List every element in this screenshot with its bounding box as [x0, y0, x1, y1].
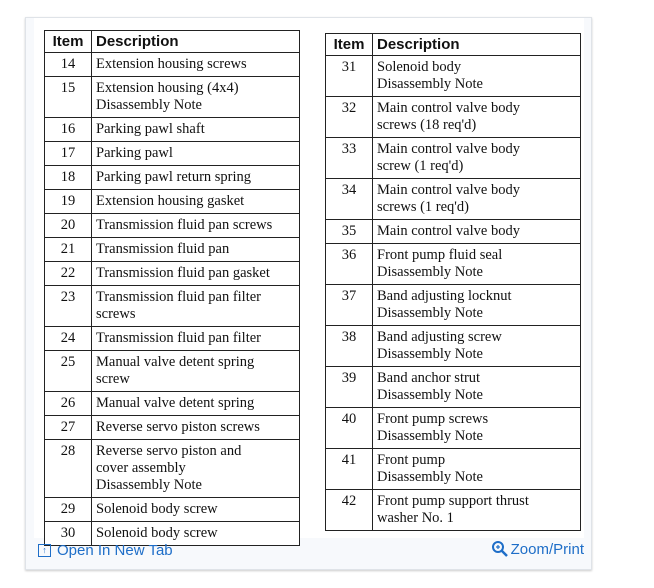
description-line: Band adjusting locknut [377, 288, 512, 304]
table-row [326, 285, 581, 326]
item-number: 27 [45, 416, 92, 440]
table-row [326, 179, 581, 220]
item-description [373, 138, 581, 179]
table-row [326, 408, 581, 449]
item-number: 36 [326, 244, 373, 285]
item-description [92, 498, 300, 522]
table-row [326, 367, 581, 408]
item-number: 42 [326, 490, 373, 531]
parts-table-right [325, 33, 581, 531]
table-row [326, 138, 581, 179]
description-line: Transmission fluid pan gasket [96, 265, 270, 281]
item-description [373, 367, 581, 408]
item-number: 37 [326, 285, 373, 326]
description-line: Extension housing gasket [96, 193, 245, 209]
item-number: 14 [45, 53, 92, 77]
figure-footer [26, 538, 591, 568]
table-row [45, 440, 300, 498]
description-line: Manual valve detent spring [96, 354, 255, 370]
description-line: Transmission fluid pan filter [96, 330, 262, 346]
description-line: Disassembly Note [377, 264, 483, 280]
table-row [45, 166, 300, 190]
description-line: Transmission fluid pan filter [96, 289, 262, 305]
description-line: Band adjusting screw [377, 329, 502, 345]
description-line: Disassembly Note [96, 477, 202, 493]
description-line: Reverse servo piston and [96, 443, 242, 459]
item-number: 21 [45, 238, 92, 262]
item-description [373, 326, 581, 367]
item-description [92, 238, 300, 262]
description-line: screw [96, 371, 130, 387]
description-line: Parking pawl return spring [96, 169, 252, 185]
table-row [45, 351, 300, 392]
item-number: 17 [45, 142, 92, 166]
table-row [45, 416, 300, 440]
item-number: 30 [45, 522, 92, 546]
header-item: Item [45, 31, 92, 53]
table-row [45, 262, 300, 286]
description-line: Parking pawl shaft [96, 121, 205, 137]
header-description: Description [373, 34, 581, 56]
item-description [373, 56, 581, 97]
parts-table-left [44, 30, 300, 546]
item-description [92, 327, 300, 351]
description-line: Disassembly Note [377, 387, 483, 403]
item-number: 18 [45, 166, 92, 190]
table-row [45, 286, 300, 327]
item-description [373, 220, 581, 244]
item-description [92, 392, 300, 416]
open-in-new-tab-link[interactable] [38, 542, 173, 559]
figure-card [25, 17, 592, 570]
header-description: Description [92, 31, 300, 53]
item-description [92, 53, 300, 77]
item-description [373, 490, 581, 531]
parts-table-image [34, 18, 584, 541]
description-line: Band anchor strut [377, 370, 481, 386]
item-number: 33 [326, 138, 373, 179]
table-row [45, 190, 300, 214]
item-description [92, 77, 300, 118]
description-line: Disassembly Note [377, 76, 483, 92]
zoom-print-label: Zoom/Print [510, 540, 584, 558]
description-line: Disassembly Note [377, 428, 483, 444]
open-in-new-tab-label: Open In New Tab [57, 542, 173, 559]
item-number: 19 [45, 190, 92, 214]
item-number: 16 [45, 118, 92, 142]
description-line: Main control valve body [377, 182, 520, 198]
item-number: 29 [45, 498, 92, 522]
item-description [373, 408, 581, 449]
description-line: screws [96, 306, 136, 322]
item-number: 34 [326, 179, 373, 220]
item-description [92, 416, 300, 440]
item-description [92, 190, 300, 214]
item-number: 40 [326, 408, 373, 449]
item-number: 24 [45, 327, 92, 351]
description-line: Front pump fluid seal [377, 247, 503, 263]
description-line: Disassembly Note [377, 346, 483, 362]
item-number: 39 [326, 367, 373, 408]
item-description [92, 262, 300, 286]
item-number: 31 [326, 56, 373, 97]
item-description [92, 214, 300, 238]
item-description [373, 97, 581, 138]
item-number: 38 [326, 326, 373, 367]
table-row [326, 97, 581, 138]
table-row [45, 327, 300, 351]
description-line: screw (1 req'd) [377, 158, 464, 174]
item-description [373, 285, 581, 326]
description-line: Disassembly Note [377, 305, 483, 321]
description-line: Manual valve detent spring [96, 395, 255, 411]
description-line: cover assembly [96, 460, 186, 476]
item-description [92, 440, 300, 498]
description-line: Front pump [377, 452, 446, 468]
table-row [326, 220, 581, 244]
item-number: 28 [45, 440, 92, 498]
table-row [45, 214, 300, 238]
description-line: Main control valve body [377, 223, 520, 239]
item-description [373, 179, 581, 220]
table-row [45, 392, 300, 416]
item-number: 41 [326, 449, 373, 490]
description-line: Front pump screws [377, 411, 489, 427]
description-line: Solenoid body screw [96, 501, 218, 517]
item-number: 20 [45, 214, 92, 238]
item-number: 35 [326, 220, 373, 244]
item-number: 25 [45, 351, 92, 392]
open-new-tab-icon: ↑ [38, 544, 51, 557]
item-description [92, 166, 300, 190]
description-line: Solenoid body screw [96, 525, 218, 541]
description-line: screws (1 req'd) [377, 199, 469, 215]
description-line: Front pump support thrust [377, 493, 529, 509]
item-description [373, 449, 581, 490]
description-line: Transmission fluid pan screws [96, 217, 273, 233]
description-line: Extension housing screws [96, 56, 247, 72]
description-line: Main control valve body [377, 141, 520, 157]
description-line: Solenoid body [377, 59, 462, 75]
item-number: 32 [326, 97, 373, 138]
magnifier-icon [491, 540, 509, 558]
table-row [45, 53, 300, 77]
description-line: washer No. 1 [377, 510, 454, 526]
description-line: Disassembly Note [96, 97, 202, 113]
item-description [92, 118, 300, 142]
item-description [92, 286, 300, 327]
item-number: 26 [45, 392, 92, 416]
item-number: 22 [45, 262, 92, 286]
description-line: Reverse servo piston screws [96, 419, 260, 435]
table-row [45, 77, 300, 118]
item-number: 23 [45, 286, 92, 327]
description-line: screws (18 req'd) [377, 117, 477, 133]
item-description [92, 142, 300, 166]
table-row [45, 498, 300, 522]
item-description [92, 351, 300, 392]
table-row [326, 244, 581, 285]
description-line: Main control valve body [377, 100, 520, 116]
item-description [373, 244, 581, 285]
table-row [45, 238, 300, 262]
table-row [45, 142, 300, 166]
header-item: Item [326, 34, 373, 56]
description-line: Extension housing (4x4) [96, 80, 239, 96]
zoom-print-link[interactable] [491, 540, 584, 558]
description-line: Transmission fluid pan [96, 241, 230, 257]
description-line: Parking pawl [96, 145, 173, 161]
table-row [326, 56, 581, 97]
table-row [326, 449, 581, 490]
item-number: 15 [45, 77, 92, 118]
table-row [326, 490, 581, 531]
table-row [45, 118, 300, 142]
table-row [326, 326, 581, 367]
description-line: Disassembly Note [377, 469, 483, 485]
